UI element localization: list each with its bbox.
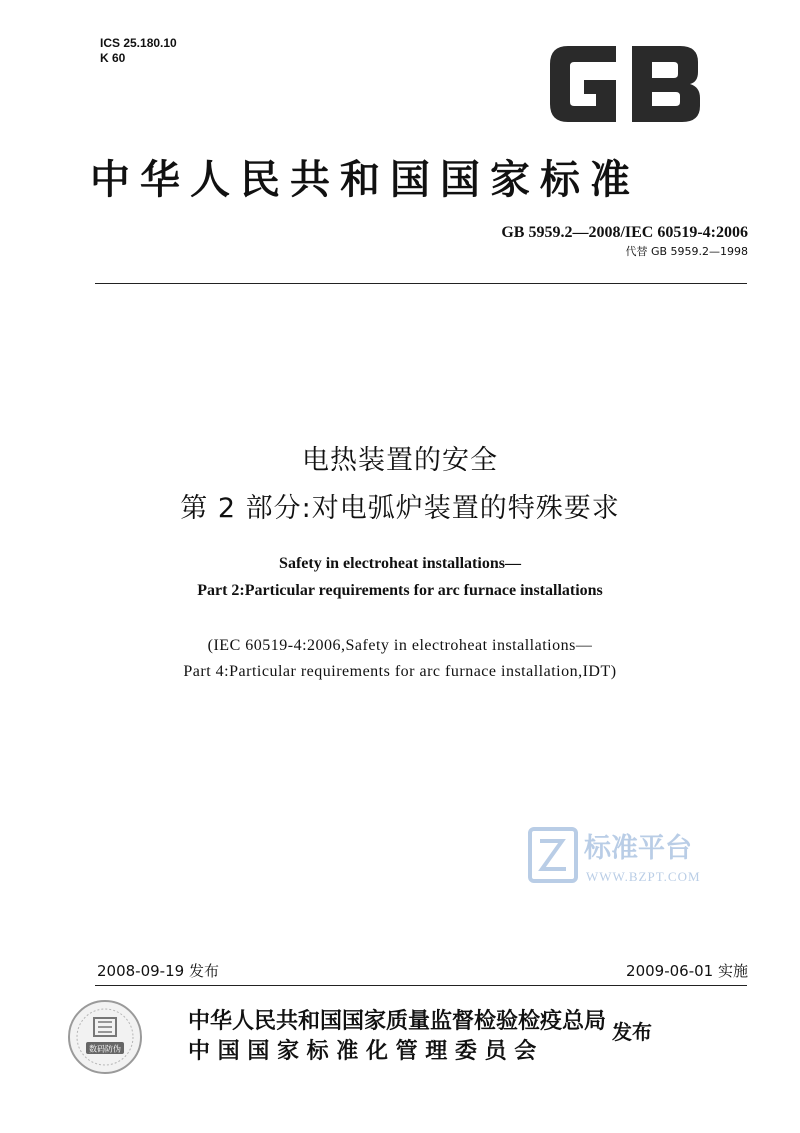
iec-reference-line1: (IEC 60519-4:2006,Safety in electroheat installations— — [207, 637, 593, 654]
ccs-code: K 60 — [100, 51, 126, 65]
title-cn-line2: 第 2 部分:对电弧炉装置的特殊要求 — [180, 493, 620, 524]
publish-label: 发布 — [612, 1020, 652, 1044]
watermark-name: 标准平台 — [584, 833, 692, 864]
implementation-date: 2009-06-01 实施 — [626, 962, 748, 980]
classification-codes — [100, 36, 177, 66]
issuer-line1: 中华人民共和国国家质量监督检验检疫总局 — [188, 1009, 607, 1034]
iec-reference-line2: Part 4:Particular requirements for arc furnace installation,IDT) — [183, 663, 617, 680]
watermark-logo — [528, 825, 728, 890]
gb-logo — [548, 42, 704, 126]
replaces-standard: 代替 GB 5959.2—1998 — [625, 245, 748, 258]
standard-number: GB 5959.2—2008/IEC 60519-4:2006 — [501, 224, 748, 241]
national-standard-title: 中华人民共和国国家标准 — [90, 157, 640, 203]
watermark-url: WWW.BZPT.COM — [586, 869, 701, 884]
issue-date: 2008-09-19 发布 — [97, 962, 219, 980]
title-cn-line1: 电热装置的安全 — [302, 445, 498, 476]
ics-code: ICS 25.180.10 — [100, 36, 177, 50]
title-en-line2: Part 2:Particular requirements for arc furnace installations — [197, 582, 603, 599]
title-en-line1: Safety in electroheat installations— — [279, 555, 521, 572]
issuer-line2: 中 国 国 家 标 准 化 管 理 委 员 会 — [188, 1039, 537, 1064]
footer-divider — [95, 985, 747, 986]
header-divider — [95, 283, 747, 284]
anti-counterfeit-seal — [66, 998, 144, 1076]
seal-text: 数码防伪 — [89, 1044, 121, 1054]
